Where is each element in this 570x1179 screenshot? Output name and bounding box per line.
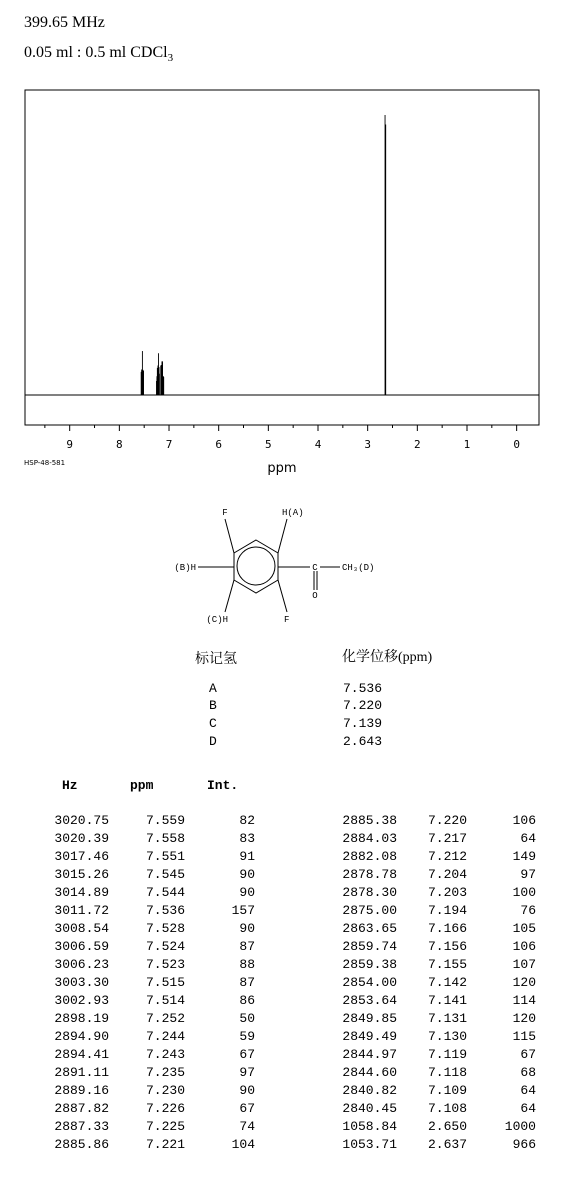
peak-hz-cell: 2875.00 <box>342 903 397 918</box>
peak-hz-cell: 3006.59 <box>54 939 109 954</box>
assignment-row-shift: 2.643 <box>343 734 383 749</box>
peak-int-cell: 157 <box>231 903 255 918</box>
peak-int-cell: 64 <box>520 1101 536 1116</box>
peak-table-header-ppm: ppm <box>130 778 154 793</box>
peak-ppm-cell: 7.203 <box>427 885 467 900</box>
peak-ppm-cell: 7.252 <box>145 1011 185 1026</box>
peak-ppm-cell: 2.650 <box>427 1119 467 1134</box>
label-f-bottom: F <box>284 615 290 625</box>
aromatic-circle <box>237 547 275 585</box>
peak-ppm-cell: 7.536 <box>145 903 185 918</box>
peak-ppm-cell: 7.243 <box>145 1047 185 1062</box>
assignment-row-label: C <box>209 716 217 731</box>
peak-ppm-cell: 7.119 <box>427 1047 467 1062</box>
peak-int-cell: 97 <box>239 1065 255 1080</box>
peak-int-cell: 149 <box>512 849 536 864</box>
peak-hz-cell: 2853.64 <box>342 993 397 1008</box>
peak-int-cell: 64 <box>520 831 536 846</box>
peak-hz-cell: 3008.54 <box>54 921 109 936</box>
peak-ppm-cell: 7.204 <box>427 867 467 882</box>
x-tick-label: 6 <box>215 438 222 451</box>
peak-hz-cell: 2859.74 <box>342 939 397 954</box>
peak-hz-cell: 2844.97 <box>342 1047 397 1062</box>
peak-int-cell: 76 <box>520 903 536 918</box>
peak-ppm-cell: 7.558 <box>145 831 185 846</box>
peak-hz-cell: 3002.93 <box>54 993 109 1008</box>
peak-int-cell: 90 <box>239 921 255 936</box>
peak-int-cell: 90 <box>239 867 255 882</box>
peak-int-cell: 64 <box>520 1083 536 1098</box>
peak-hz-cell: 2889.16 <box>54 1083 109 1098</box>
peak-hz-cell: 2894.41 <box>54 1047 109 1062</box>
peak-int-cell: 91 <box>239 849 255 864</box>
x-tick-label: 8 <box>116 438 123 451</box>
peak-hz-cell: 1053.71 <box>342 1137 397 1152</box>
peak-int-cell: 106 <box>512 939 536 954</box>
peak-ppm-cell: 7.226 <box>145 1101 185 1116</box>
sample-conditions-text: 0.05 ml : 0.5 ml CDCl <box>24 44 168 61</box>
peak-hz-cell: 2849.49 <box>342 1029 397 1044</box>
peak-int-cell: 88 <box>239 957 255 972</box>
bond-f-top <box>225 519 234 553</box>
peak-ppm-cell: 7.108 <box>427 1101 467 1116</box>
peak-ppm-cell: 7.118 <box>427 1065 467 1080</box>
peak-hz-cell: 3014.89 <box>54 885 109 900</box>
peak-hz-cell: 2863.65 <box>342 921 397 936</box>
peak-ppm-cell: 7.230 <box>145 1083 185 1098</box>
label-f-top: F <box>222 508 228 518</box>
x-tick-label: 3 <box>364 438 371 451</box>
peak-int-cell: 87 <box>239 975 255 990</box>
peak-int-cell: 107 <box>512 957 536 972</box>
spectrometer-frequency: 399.65 MHz <box>24 14 105 31</box>
peak-int-cell: 67 <box>520 1047 536 1062</box>
peak-int-cell: 1000 <box>504 1119 536 1134</box>
assignment-row-shift: 7.139 <box>343 716 383 731</box>
x-tick-label: 5 <box>265 438 272 451</box>
peak-int-cell: 90 <box>239 1083 255 1098</box>
peak-int-cell: 114 <box>512 993 536 1008</box>
peak-int-cell: 67 <box>239 1047 255 1062</box>
peak-int-cell: 106 <box>512 813 536 828</box>
peak-int-cell: 104 <box>231 1137 255 1152</box>
peak-ppm-cell: 7.131 <box>427 1011 467 1026</box>
peak-ppm-cell: 7.544 <box>145 885 185 900</box>
peak-ppm-cell: 7.514 <box>145 993 185 1008</box>
assignment-shift-header: 化学位移(ppm) <box>342 650 433 665</box>
label-h-b: (B)H <box>174 563 196 573</box>
peak-ppm-cell: 7.244 <box>145 1029 185 1044</box>
peak-int-cell: 67 <box>239 1101 255 1116</box>
peak-int-cell: 100 <box>512 885 536 900</box>
x-tick-label: 0 <box>513 438 520 451</box>
peak-hz-cell: 2878.78 <box>342 867 397 882</box>
peak-int-cell: 115 <box>512 1029 536 1044</box>
peak-hz-cell: 2854.00 <box>342 975 397 990</box>
assignment-row-shift: 7.220 <box>343 698 383 713</box>
assignment-row-shift: 7.536 <box>343 681 383 696</box>
peak-ppm-cell: 7.217 <box>427 831 467 846</box>
x-tick-label: 1 <box>463 438 471 451</box>
assignment-row-label: D <box>209 734 217 749</box>
peak-int-cell: 87 <box>239 939 255 954</box>
peak-hz-cell: 3020.39 <box>54 831 109 846</box>
peak-table-header-int: Int. <box>207 778 239 793</box>
x-tick-label: 9 <box>66 438 74 451</box>
peak-int-cell: 50 <box>239 1011 255 1026</box>
peak-hz-cell: 2891.11 <box>54 1065 109 1080</box>
spectrum-code: HSP-48-581 <box>24 459 66 467</box>
label-h-c: (C)H <box>206 615 228 625</box>
peak-int-cell: 966 <box>512 1137 536 1152</box>
x-tick-label: 2 <box>414 438 421 451</box>
peak-ppm-cell: 7.166 <box>427 921 467 936</box>
peak-hz-cell: 3020.75 <box>54 813 109 828</box>
peak-hz-cell: 2844.60 <box>342 1065 397 1080</box>
peak-ppm-cell: 7.559 <box>145 813 185 828</box>
peak-ppm-cell: 7.235 <box>145 1065 185 1080</box>
peak-int-cell: 83 <box>239 831 255 846</box>
peak-hz-cell: 2887.82 <box>54 1101 109 1116</box>
peak-ppm-cell: 7.194 <box>427 903 467 918</box>
peak-ppm-cell: 7.523 <box>145 957 185 972</box>
peak-hz-cell: 2840.82 <box>342 1083 397 1098</box>
peak-hz-cell: 3011.72 <box>54 903 109 918</box>
peak-ppm-cell: 7.220 <box>427 813 467 828</box>
peak-hz-cell: 2898.19 <box>54 1011 109 1026</box>
peak-int-cell: 90 <box>239 885 255 900</box>
peak-ppm-cell: 7.212 <box>427 849 467 864</box>
peak-hz-cell: 2878.30 <box>342 885 397 900</box>
assignment-label-header: 标记氢 <box>195 652 237 667</box>
peak-hz-cell: 2849.85 <box>342 1011 397 1026</box>
peak-ppm-cell: 7.221 <box>145 1137 185 1152</box>
assignment-row-label: B <box>209 698 217 713</box>
peak-hz-cell: 2887.33 <box>54 1119 109 1134</box>
peak-ppm-cell: 7.130 <box>427 1029 467 1044</box>
peak-ppm-cell: 7.109 <box>427 1083 467 1098</box>
peak-ppm-cell: 2.637 <box>427 1137 467 1152</box>
peak-hz-cell: 2859.38 <box>342 957 397 972</box>
peak-hz-cell: 3015.26 <box>54 867 109 882</box>
peak-ppm-cell: 7.515 <box>145 975 185 990</box>
label-carbonyl-o: O <box>312 591 318 601</box>
peak-ppm-cell: 7.141 <box>427 993 467 1008</box>
peak-hz-cell: 2882.08 <box>342 849 397 864</box>
label-carbonyl-c: C <box>312 563 318 573</box>
peak-int-cell: 86 <box>239 993 255 1008</box>
peak-ppm-cell: 7.524 <box>145 939 185 954</box>
peak-int-cell: 120 <box>512 975 536 990</box>
peak-ppm-cell: 7.545 <box>145 867 185 882</box>
peak-hz-cell: 3006.23 <box>54 957 109 972</box>
peak-int-cell: 97 <box>520 867 536 882</box>
x-tick-label: 4 <box>314 438 322 451</box>
label-h-a: H(A) <box>282 508 304 518</box>
peak-hz-cell: 1058.84 <box>342 1119 397 1134</box>
peak-int-cell: 59 <box>239 1029 255 1044</box>
peak-ppm-cell: 7.142 <box>427 975 467 990</box>
x-tick-label: 7 <box>165 438 173 451</box>
peak-ppm-cell: 7.225 <box>145 1119 185 1134</box>
peak-ppm-cell: 7.528 <box>145 921 185 936</box>
peak-hz-cell: 2884.03 <box>342 831 397 846</box>
sample-conditions-subscript: 3 <box>167 52 174 65</box>
peak-ppm-cell: 7.156 <box>427 939 467 954</box>
assignment-row-label: A <box>209 681 217 696</box>
peak-int-cell: 68 <box>520 1065 536 1080</box>
peak-ppm-cell: 7.551 <box>145 849 185 864</box>
peak-hz-cell: 2894.90 <box>54 1029 109 1044</box>
peak-ppm-cell: 7.155 <box>427 957 467 972</box>
peak-int-cell: 120 <box>512 1011 536 1026</box>
peak-int-cell: 105 <box>512 921 536 936</box>
peak-int-cell: 82 <box>239 813 255 828</box>
bond-f-bottom <box>278 580 287 612</box>
label-ch3-d: CH₃(D) <box>342 563 375 573</box>
x-axis-label: ppm <box>267 461 297 476</box>
peak-table-header-hz: Hz <box>62 778 78 793</box>
peak-int-cell: 74 <box>239 1119 255 1134</box>
peak-hz-cell: 2885.38 <box>342 813 397 828</box>
bond-h-a <box>278 519 287 553</box>
bond-h-c <box>225 580 234 612</box>
peak-hz-cell: 3003.30 <box>54 975 109 990</box>
peak-hz-cell: 2840.45 <box>342 1101 397 1116</box>
peak-hz-cell: 2885.86 <box>54 1137 109 1152</box>
peak-hz-cell: 3017.46 <box>54 849 109 864</box>
